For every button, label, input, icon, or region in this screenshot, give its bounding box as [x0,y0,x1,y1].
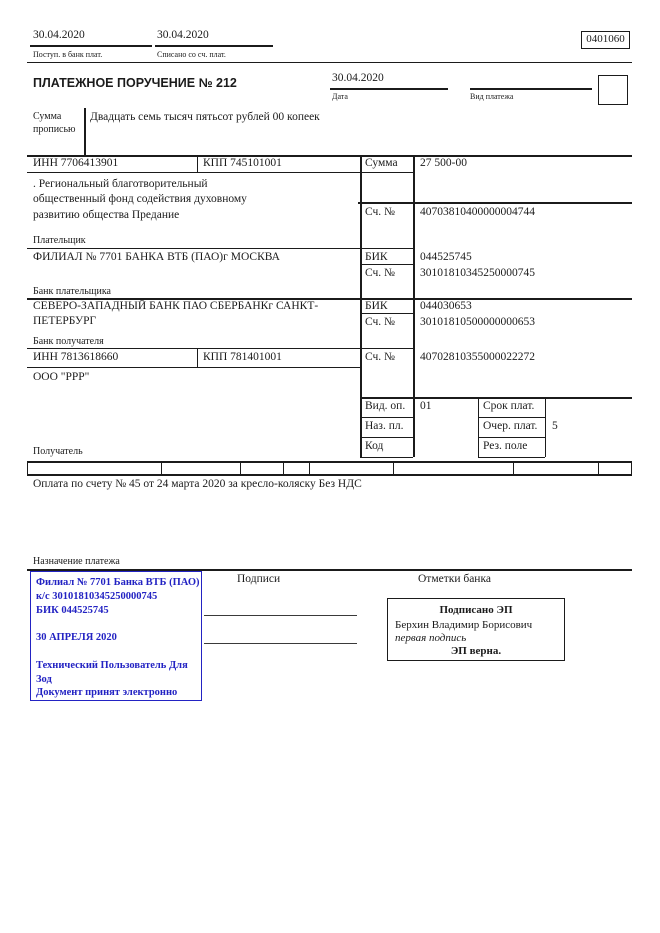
divider [393,461,394,475]
date-debited-label: Списано со сч. плат. [157,50,226,59]
priority-value: 5 [552,420,558,432]
rule [30,45,152,47]
document-date-value: 30.04.2020 [332,72,384,84]
payer-kpp: КПП 745101001 [203,157,282,169]
rule [470,88,592,90]
bank-stamp-line: Зод [36,673,52,685]
payee-bank-account-label: Сч. № [365,316,396,328]
rule [478,417,545,418]
rule [478,457,545,458]
pay-purpose-label: Наз. пл. [365,420,404,432]
payment-type-box [598,75,628,105]
rule [478,437,545,438]
rule [360,417,413,418]
esign-name: Берхин Владимир Борисович [395,619,533,631]
divider [631,461,632,475]
bank-stamp-line: Документ принят электронно [36,687,178,699]
payer-account-label: Сч. № [365,206,396,218]
bank-stamp-line [36,645,201,659]
payer-name-line: развитию общества Предание [33,209,180,221]
payment-type-label: Вид платежа [470,92,514,101]
payee-bank-account-value: 30101810500000000653 [420,316,535,328]
divider [197,155,198,172]
divider [598,461,599,475]
signatures-label: Подписи [237,573,281,585]
payer-bank-name: ФИЛИАЛ № 7701 БАНКА ВТБ (ПАО)г МОСКВА [33,251,280,263]
rule [27,348,413,349]
form-code-box: 0401060 [581,31,630,49]
payer-bank-account-value: 30101810345250000745 [420,267,535,279]
payer-account-value: 40703810400000004744 [420,206,535,218]
reserve-label: Рез. поле [483,440,528,452]
purpose-text: Оплата по счету № 45 от 24 марта 2020 за кресло-коляску Без НДС [33,478,362,490]
payee-account-value: 40702810355000022272 [420,351,535,363]
rule [360,264,413,265]
rule [27,248,413,249]
payer-inn: ИНН 7706413901 [33,157,119,169]
payer-bank-bik-label: БИК [365,251,388,263]
signature-line [204,643,357,644]
payer-bank-caption: Банк плательщика [33,286,111,297]
rule [330,88,448,90]
divider [413,155,415,457]
date-debited-value: 30.04.2020 [157,29,209,41]
rule [360,457,413,458]
rule [27,367,360,368]
bank-stamp-line: к/с 30101810345250000745 [36,590,158,602]
rule [27,62,632,63]
esign-verified: ЭП верна. [450,645,502,657]
bank-marks-label: Отметки банка [418,573,491,585]
bank-stamp-line [36,617,201,631]
date-received-value: 30.04.2020 [33,29,85,41]
esign-box [387,598,565,661]
rule [358,202,632,204]
divider [197,348,198,367]
bank-stamp-line: 30 АПРЕЛЯ 2020 [36,632,117,644]
divider [283,461,284,475]
payer-bank-account-label: Сч. № [365,267,396,279]
payee-caption: Получатель [33,446,83,457]
amount-words-value: Двадцать семь тысяч пятьсот рублей 00 копеек [90,111,320,123]
amount-words-label-1: Сумма [33,111,62,122]
rule [27,172,413,173]
bank-stamp-line: Филиал № 7701 Банка ВТБ (ПАО) [36,577,200,588]
divider [545,397,546,457]
payer-bank-bik-value: 044525745 [420,251,472,263]
document-title: ПЛАТЕЖНОЕ ПОРУЧЕНИЕ № 212 [33,76,237,90]
payee-bank-bik-value: 044030653 [420,300,472,312]
rule [360,313,413,314]
divider [513,461,514,475]
payee-name: ООО "РРР" [33,371,90,383]
payer-name-line: общественный фонд содействия духовному [33,193,247,205]
payee-bank-bik-label: БИК [365,300,388,312]
rule [155,45,273,47]
signature-line [204,615,357,616]
op-kind-label: Вид. оп. [365,400,406,412]
purpose-caption: Назначение платежа [33,556,120,567]
bank-stamp-line: БИК 044525745 [36,604,109,616]
divider [27,461,28,475]
divider [240,461,241,475]
rule [27,461,632,463]
divider [360,155,362,457]
rule [27,474,632,476]
bank-stamp [30,571,202,701]
divider [478,397,479,457]
payee-account-label: Сч. № [365,351,396,363]
esign-title: Подписано ЭП [439,604,513,616]
op-kind-value: 01 [420,400,432,412]
bank-stamp-line: Технический Пользователь Для [36,659,188,671]
code-label: Код [365,440,384,452]
priority-label: Очер. плат. [483,420,538,432]
amount-value: 27 500-00 [420,157,467,169]
payer-name-line: . Региональный благотворительный [33,178,208,190]
divider [161,461,162,475]
amount-label: Сумма [365,157,398,169]
payee-bank-caption: Банк получателя [33,336,104,347]
rule [360,437,413,438]
payee-bank-name-line: ПЕТЕРБУРГ [33,315,97,327]
amount-words-label-2: прописью [33,124,76,135]
divider [309,461,310,475]
divider [84,108,86,156]
payee-kpp: КПП 781401001 [203,351,282,363]
due-date-label: Срок плат. [483,400,535,412]
payee-bank-name-line: СЕВЕРО-ЗАПАДНЫЙ БАНК ПАО СБЕРБАНКг САНКТ- [33,300,319,312]
document-date-label: Дата [332,92,348,101]
rule [360,397,632,399]
payee-inn: ИНН 7813618660 [33,351,119,363]
esign-subtitle: первая подпись [395,632,467,644]
date-received-label: Поступ. в банк плат. [33,50,103,59]
payer-caption: Плательщик [33,235,86,246]
